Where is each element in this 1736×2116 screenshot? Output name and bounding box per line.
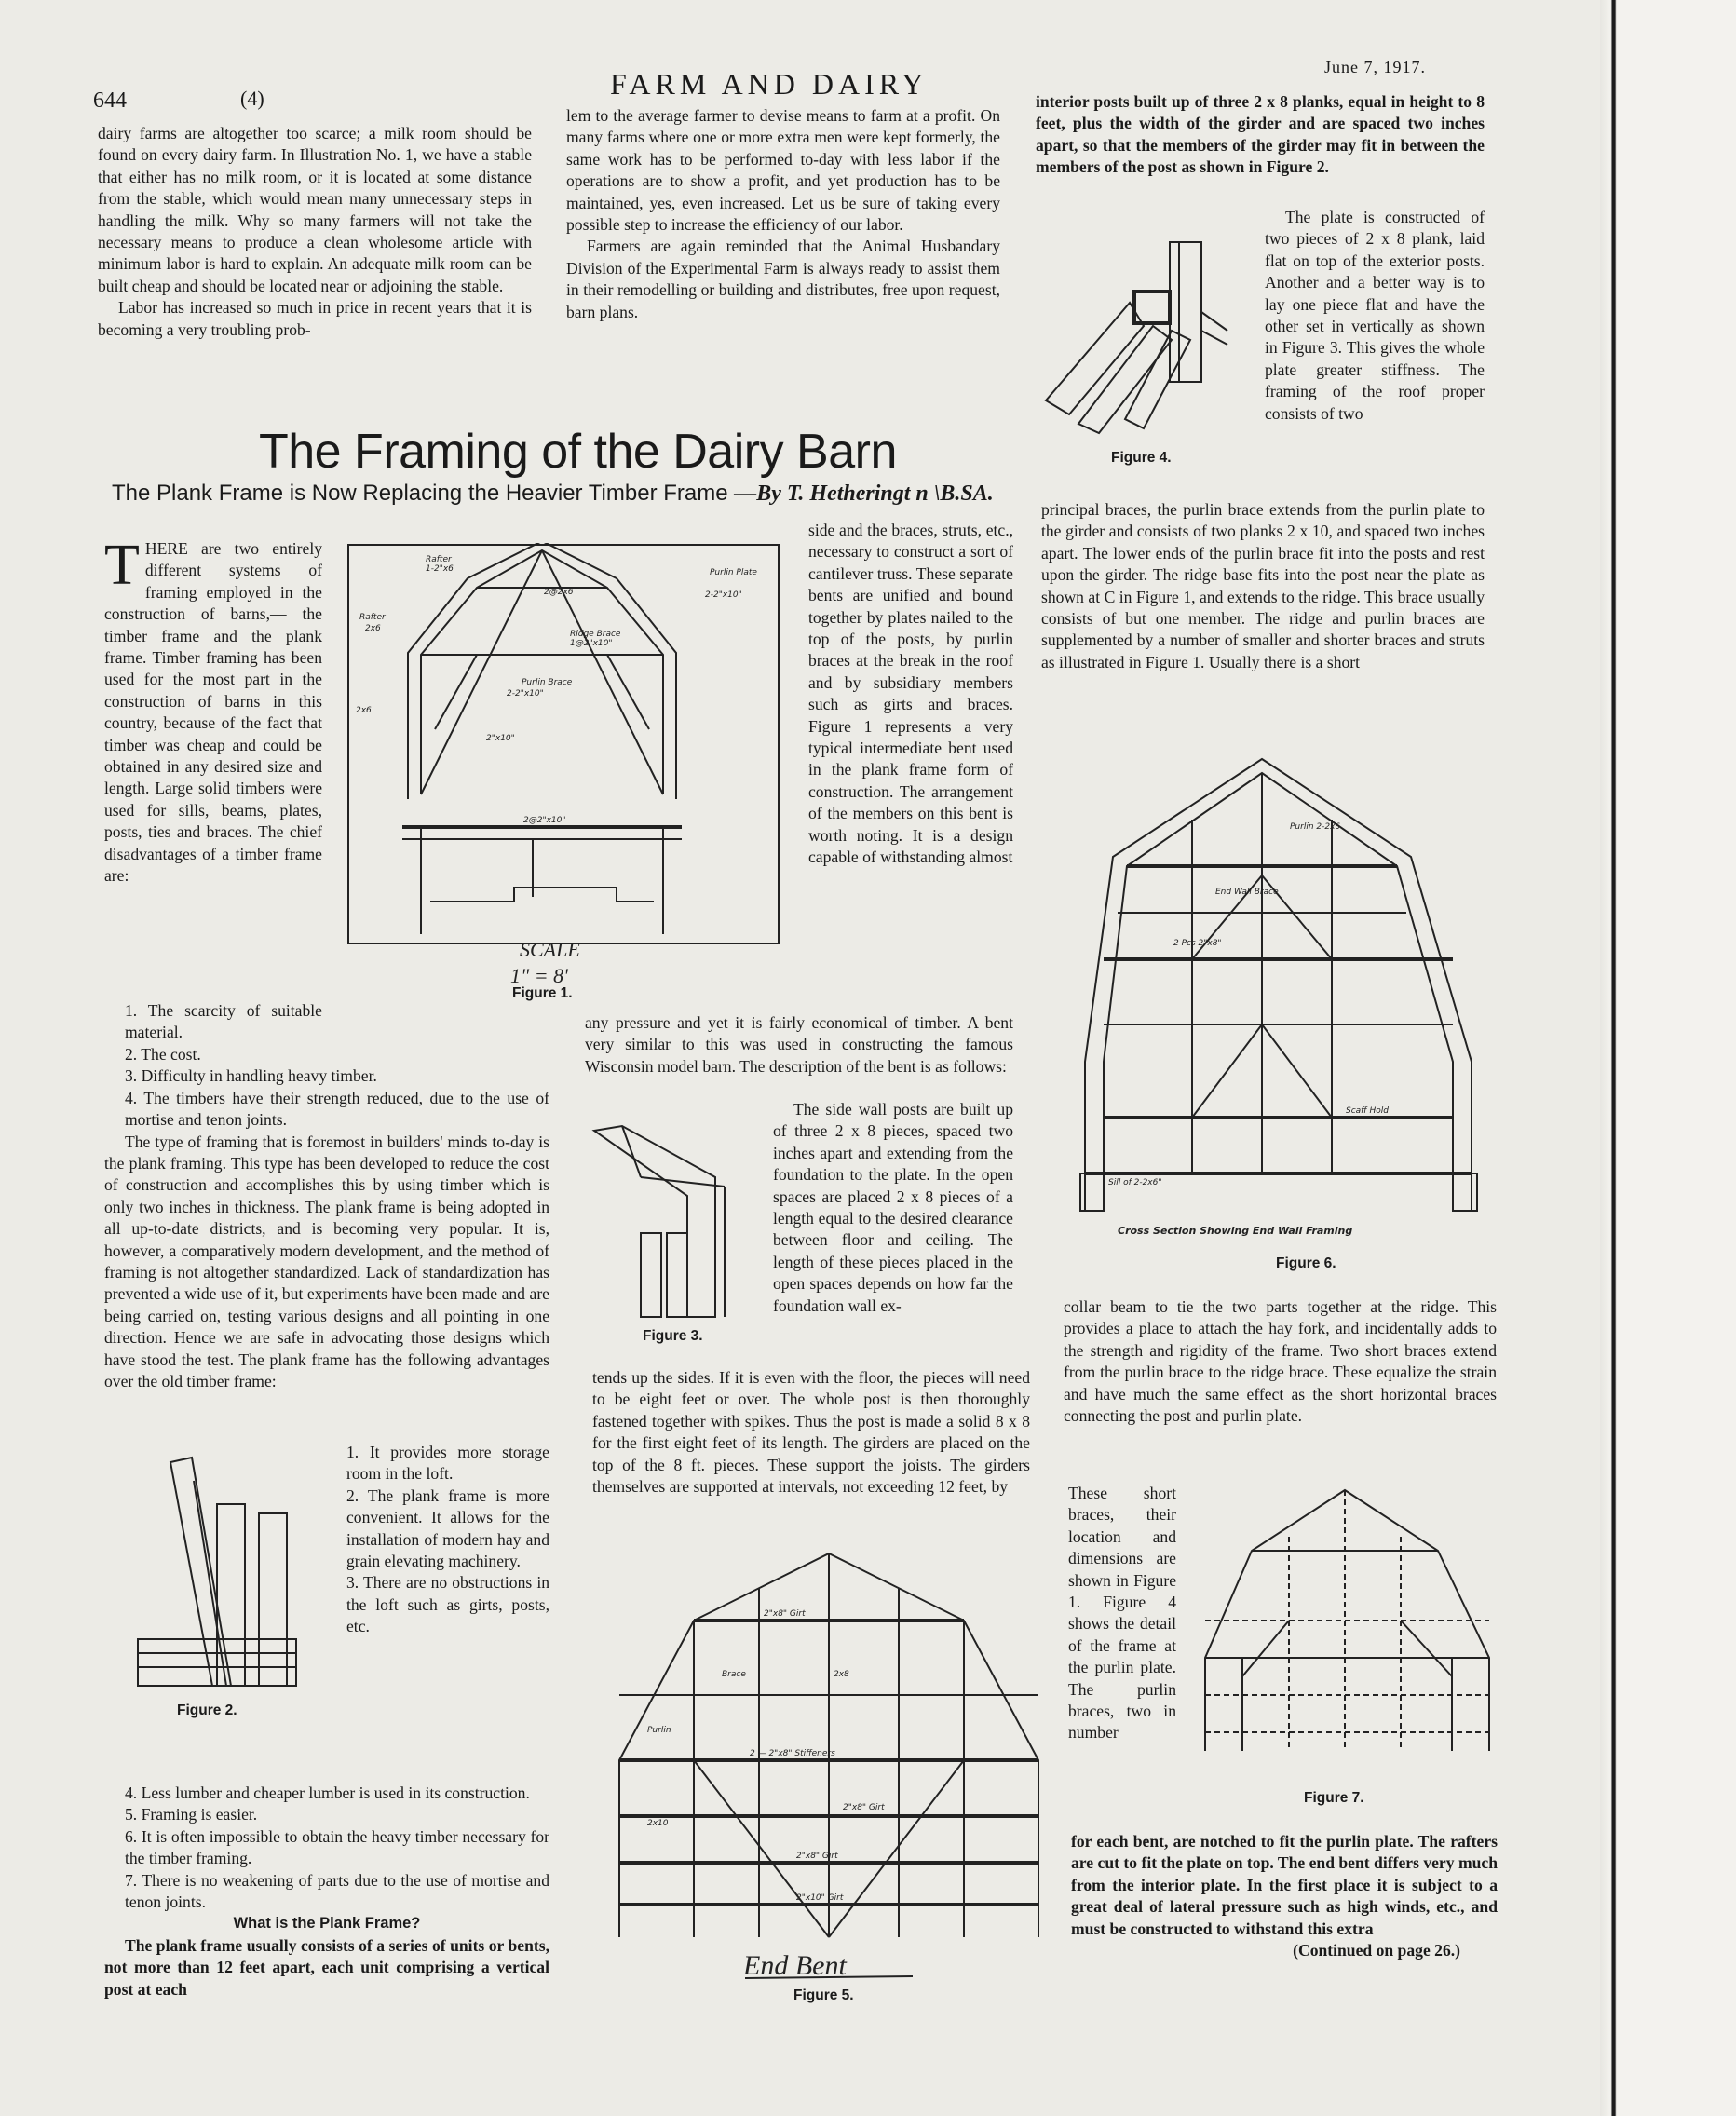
- fig1-label-2x6: 2x6: [356, 706, 372, 715]
- figure-7-drawing: [1196, 1481, 1503, 1760]
- drop-cap: T: [104, 534, 140, 597]
- figure-5-drawing: [610, 1546, 1048, 1946]
- fig1-label-purlin-brace-size: 2-2"x10": [507, 689, 544, 699]
- continued-notice: (Continued on page 26.): [1293, 1941, 1460, 1960]
- fig6-label-scaff-hold: Scaff Hold: [1346, 1106, 1390, 1116]
- paragraph: principal braces, the purlin brace extends from the purlin plate to the girder and consists of two planks 2 x 10, and spaced two inches apart. The lower ends of the purlin brace fit into the posts and rest upon the girder. The ridge base fits into the post near the plate as shown at C in Figure 1, and extends to the ridge. This brace usually consists of but one member. The ridge and purlin braces are supplemented by a number of smaller and shorter braces and struts as illustrated in Figure 1. Usually there is a short: [1041, 500, 1485, 671]
- paragraph: tends up the sides. If it is even with the floor, the pieces will need to be eight feet or over. The whole post is then thoroughly fastened together with spikes. Thus the post is made a solid 8 x 8 for the first eight feet of its length. The girders are placed on the top of the 8 ft. pieces. These support the joists. The girders themselves are supported at intervals, not exceeding 12 feet, by: [592, 1368, 1030, 1497]
- scale-label: SCALE: [520, 938, 580, 961]
- figure-1-caption: Figure 1.: [512, 985, 573, 1001]
- end-bent-label: End Bent: [743, 1950, 847, 1981]
- figure-7-caption: Figure 7.: [1304, 1790, 1364, 1806]
- paragraph: The plate is constructed of two pieces of 2 x 8 plank, laid flat on top of the exterior posts. Another and a better way is to lay one piece flat and have the other set in vertically as shown in Figure 3. This gives the whole plate greater stiffness. The framing of the roof proper consists of two: [1265, 208, 1485, 423]
- fig1-label-purlin-plate: Purlin Plate: [710, 568, 757, 577]
- fig1-label-2x10: 2"x10": [486, 734, 515, 743]
- list-item: 2. The cost.: [125, 1045, 201, 1064]
- figure-2-drawing: [129, 1453, 302, 1695]
- article-title: The Framing of the Dairy Barn: [259, 425, 897, 479]
- column-2-beside-fig3: [773, 1099, 1013, 1317]
- fig1-label-purlin-plate-size: 2-2"x10": [705, 590, 742, 600]
- paragraph: These short braces, their location and dimensions are shown in Figure 1. Figure 4 shows the detail of the frame at the purlin plate. The purlin braces, two in number: [1068, 1484, 1176, 1743]
- list-item: 1. The scarcity of suitable material.: [125, 1001, 322, 1042]
- figure-5-title: [736, 1948, 931, 1982]
- fig5-label-top-girt: 2"x8" Girt: [764, 1609, 806, 1619]
- intro-text: HERE are two entirely different systems of framing employed in the construction of barns,— the timber frame and the plank frame. Timber framing has been used for the most part in the construction of barns in this country, because of the fact that timber was cheap and could be obtained in any desired size and length. Large solid timbers were used for sills, beams, plates, posts, ties and braces. The chief disadvantages of a timber frame are:: [104, 539, 322, 886]
- paragraph: The plank frame usually consists of a series of units or bents, not more than 12 feet apart, each unit comprising a vertical post at each: [104, 1935, 549, 1999]
- fig5-label-post: 2x8: [834, 1670, 849, 1679]
- list-item: 1. It provides more storage room in the loft.: [346, 1443, 549, 1484]
- figure-5-caption: Figure 5.: [793, 1987, 854, 2003]
- column-1-advantages: [104, 1783, 549, 2001]
- figure-4-caption: Figure 4.: [1111, 450, 1172, 466]
- fig1-label-rafter: Rafter: [426, 555, 452, 564]
- list-item: 6. It is often impossible to obtain the heavy timber necessary for the timber framing.: [125, 1826, 549, 1868]
- fig6-label-2pcs: 2 Pcs 2"x8": [1173, 939, 1222, 948]
- fig5-label-brace: Brace: [722, 1670, 746, 1679]
- column-3-below-fig4: [1041, 499, 1485, 673]
- paragraph: Labor has increased so much in price in recent years that it is becoming a very troubling prob-: [98, 298, 532, 339]
- figure-6-caption: Figure 6.: [1276, 1255, 1336, 1271]
- fig6-label-sill: Sill of 2-2x6": [1108, 1178, 1162, 1187]
- column-3-beside-fig7: [1068, 1483, 1176, 1744]
- paragraph: any pressure and yet it is fairly economical of timber. A bent very similar to this was used in constructing the famous Wisconsin model barn. The description of the bent is as follows:: [585, 1013, 1013, 1076]
- fig1-label-ridge-brace: Ridge Brace: [570, 630, 621, 639]
- fig5-label-girt-2: 2"x8" Girt: [843, 1803, 885, 1812]
- paragraph: dairy farms are altogether too scarce; a milk room should be found on every dairy farm. In Illustration No. 1, we have a stable that either has no milk room, or it is located at some distance from the stable, which would mean many unnecessary steps in handling the milk. Why so many farmers will not take the necessary means to produce a clean wholesome article with minimum labor is hard to explain. An adequate milk room can be built cheap and should be located near or adjoining the stable.: [98, 124, 532, 295]
- subtitle-text: The Plank Frame is Now Replacing the Heavier Timber Frame: [112, 481, 728, 506]
- column-2-below-fig1: [585, 1012, 1013, 1078]
- list-item: 3. Difficulty in handling heavy timber.: [125, 1066, 377, 1086]
- fig5-label-outer-post: 2x10: [647, 1819, 669, 1828]
- figure-4-drawing: [1041, 237, 1246, 438]
- fig1-label-ridge-brace-size: 1@2"x10": [570, 639, 613, 648]
- list-item: 7. There is no weakening of parts due to the use of mortise and tenon joints.: [125, 1870, 549, 1912]
- figure-6-drawing: [1071, 745, 1509, 1239]
- paragraph: collar beam to tie the two parts together at the ridge. This provides a place to attach the hay fork, and incidentally adds to the strength and rigidity of the frame. Two short braces extend from the purlin brace to the ridge brace. These equalize the strain and have much the same effect as the short horizontal braces connecting the post and purlin plate.: [1064, 1297, 1497, 1426]
- issue-date: June 7, 1917.: [1324, 58, 1426, 76]
- paragraph: lem to the average farmer to devise means to farm at a profit. On many farms where one or more extra men were kept formerly, the same work has to be performed to-day with less labor if the operations are to show a profit, and yet production has to be maintained, yes, even increased. Let us be sure of taking every possible step to increase the efficiency of our labor.: [566, 106, 1000, 235]
- section-number: (4): [240, 87, 264, 110]
- figure-3-caption: Figure 3.: [643, 1328, 703, 1344]
- fig6-label-purlin: Purlin 2-2x6: [1290, 822, 1341, 832]
- fig1-label-rafter-2: Rafter: [359, 613, 386, 622]
- fig5-label-stiffeners: 2 — 2"x8" Stiffeners: [750, 1749, 835, 1758]
- column-1-disadvantages-start: [104, 1000, 322, 1044]
- subhead-what-is-plank-frame: What is the Plank Frame?: [233, 1915, 421, 1933]
- column-1-disadvantages: [104, 1044, 549, 1393]
- column-2-top: [566, 105, 1000, 323]
- paragraph: interior posts built up of three 2 x 8 planks, equal in height to 8 feet, plus the width of the girder and are spaced two inches apart, so that the members of the girder may fit in between the members of the post as shown in Figure 2.: [1036, 92, 1485, 177]
- masthead: FARM AND DAIRY: [610, 67, 929, 101]
- column-3-top: [1036, 91, 1485, 179]
- fig5-label-girt-3: 2"x8" Girt: [796, 1852, 838, 1861]
- column-3-final: [1071, 1831, 1498, 1961]
- paragraph: Farmers are again reminded that the Animal Husbandary Division of the Experimental Farm is always ready to assist them in their remodelling or building and distributes, free upon request, barn plans.: [566, 237, 1000, 321]
- list-item: 2. The plank frame is more convenient. It allows for the installation of modern hay and grain elevating machinery.: [346, 1485, 549, 1571]
- fig6-title: Cross Section Showing End Wall Framing: [1118, 1225, 1353, 1237]
- fig5-label-girt-4: 2"x10" Girt: [796, 1893, 844, 1903]
- column-2-beside-fig1: [808, 520, 1013, 869]
- paragraph: side and the braces, struts, etc., necessary to construct a sort of cantilever truss. These separate bents are unified and bound together by plates nailed to the top of the posts, by purlin braces at the break in the roof and by subsidiary members such as girts and braces. Figure 1 represents a very typical intermediate bent used in the plank frame form of construction. The arrangement of the members on this bent is worth noting. It is a design capable of withstanding almost: [808, 521, 1013, 867]
- byline: —By T. Hetheringt n \B.SA.: [734, 482, 994, 506]
- figure-1-drawing: [346, 543, 782, 945]
- paragraph: The side wall posts are built up of three 2 x 8 pieces, spaced two inches apart and extending from the foundation to the plate. In the open spaces are placed 2 x 8 pieces of a length equal to the desired clearance between floor and ceiling. The length of these pieces placed in the open spaces depends on how far the foundation wall ex-: [773, 1100, 1013, 1315]
- column-3-after-fig6: [1064, 1296, 1497, 1427]
- list-item: 3. There are no obstructions in the loft such as girts, posts, etc.: [346, 1573, 549, 1636]
- list-item: 4. The timbers have their strength reduced, due to the use of mortise and tenon joints.: [125, 1088, 549, 1130]
- fig1-label-rafter-2-size: 2x6: [365, 624, 381, 633]
- scale-value: 1" = 8': [510, 964, 568, 987]
- column-2-below-fig3: [592, 1367, 1030, 1498]
- figure-3-drawing: [585, 1121, 753, 1322]
- page-number: 644: [93, 88, 127, 113]
- column-3-beside-fig4: [1265, 207, 1485, 425]
- page-binding-edge: [1600, 0, 1736, 2116]
- figure-2-caption: Figure 2.: [177, 1702, 237, 1718]
- column-1-intro: [104, 534, 322, 888]
- fig1-label-rafter-size: 1-2"x6: [426, 564, 454, 574]
- fig6-label-end-wall-brace: End Wall Brace: [1215, 888, 1279, 897]
- fig5-label-purlin: Purlin: [647, 1726, 671, 1735]
- fig1-label-girder: 2@2"x10": [523, 816, 566, 825]
- column-1-top: [98, 123, 532, 341]
- paragraph: for each bent, are notched to fit the purlin plate. The rafters are cut to fit the plate on top. The end bent differs very much from the interior plate. In the first place it is subject to a great deal of lateral pressure such as high winds, etc., and must be constructed to withstand this extra: [1071, 1832, 1498, 1938]
- fig1-label-purlin-brace: Purlin Brace: [522, 678, 573, 687]
- list-item: 4. Less lumber and cheaper lumber is used in its construction.: [125, 1784, 530, 1802]
- list-item: 5. Framing is easier.: [125, 1805, 258, 1824]
- column-1-advantages-wrap: [326, 1442, 549, 1638]
- article-subtitle: [112, 481, 1043, 507]
- paragraph: The type of framing that is foremost in builders' minds to-day is the plank framing. This type has been developed to reduce the cost of construction and accomplishes this by using timber which is only two inches in thickness. The plank frame is being adopted in all up-to-date districts, and is becoming very popular. It is, however, a comparatively modern development, and the method of framing is not altogether standardized. Lack of standardization has prevented a wide use of it, but experiments have been made and are being carried on, testing various designs and all pointing in one direction. Hence we are safe in advocating those designs which have stood the test. The plank frame has the following advantages over the old timber frame:: [104, 1132, 549, 1391]
- fig1-label-collar: 2@2x6: [544, 588, 574, 597]
